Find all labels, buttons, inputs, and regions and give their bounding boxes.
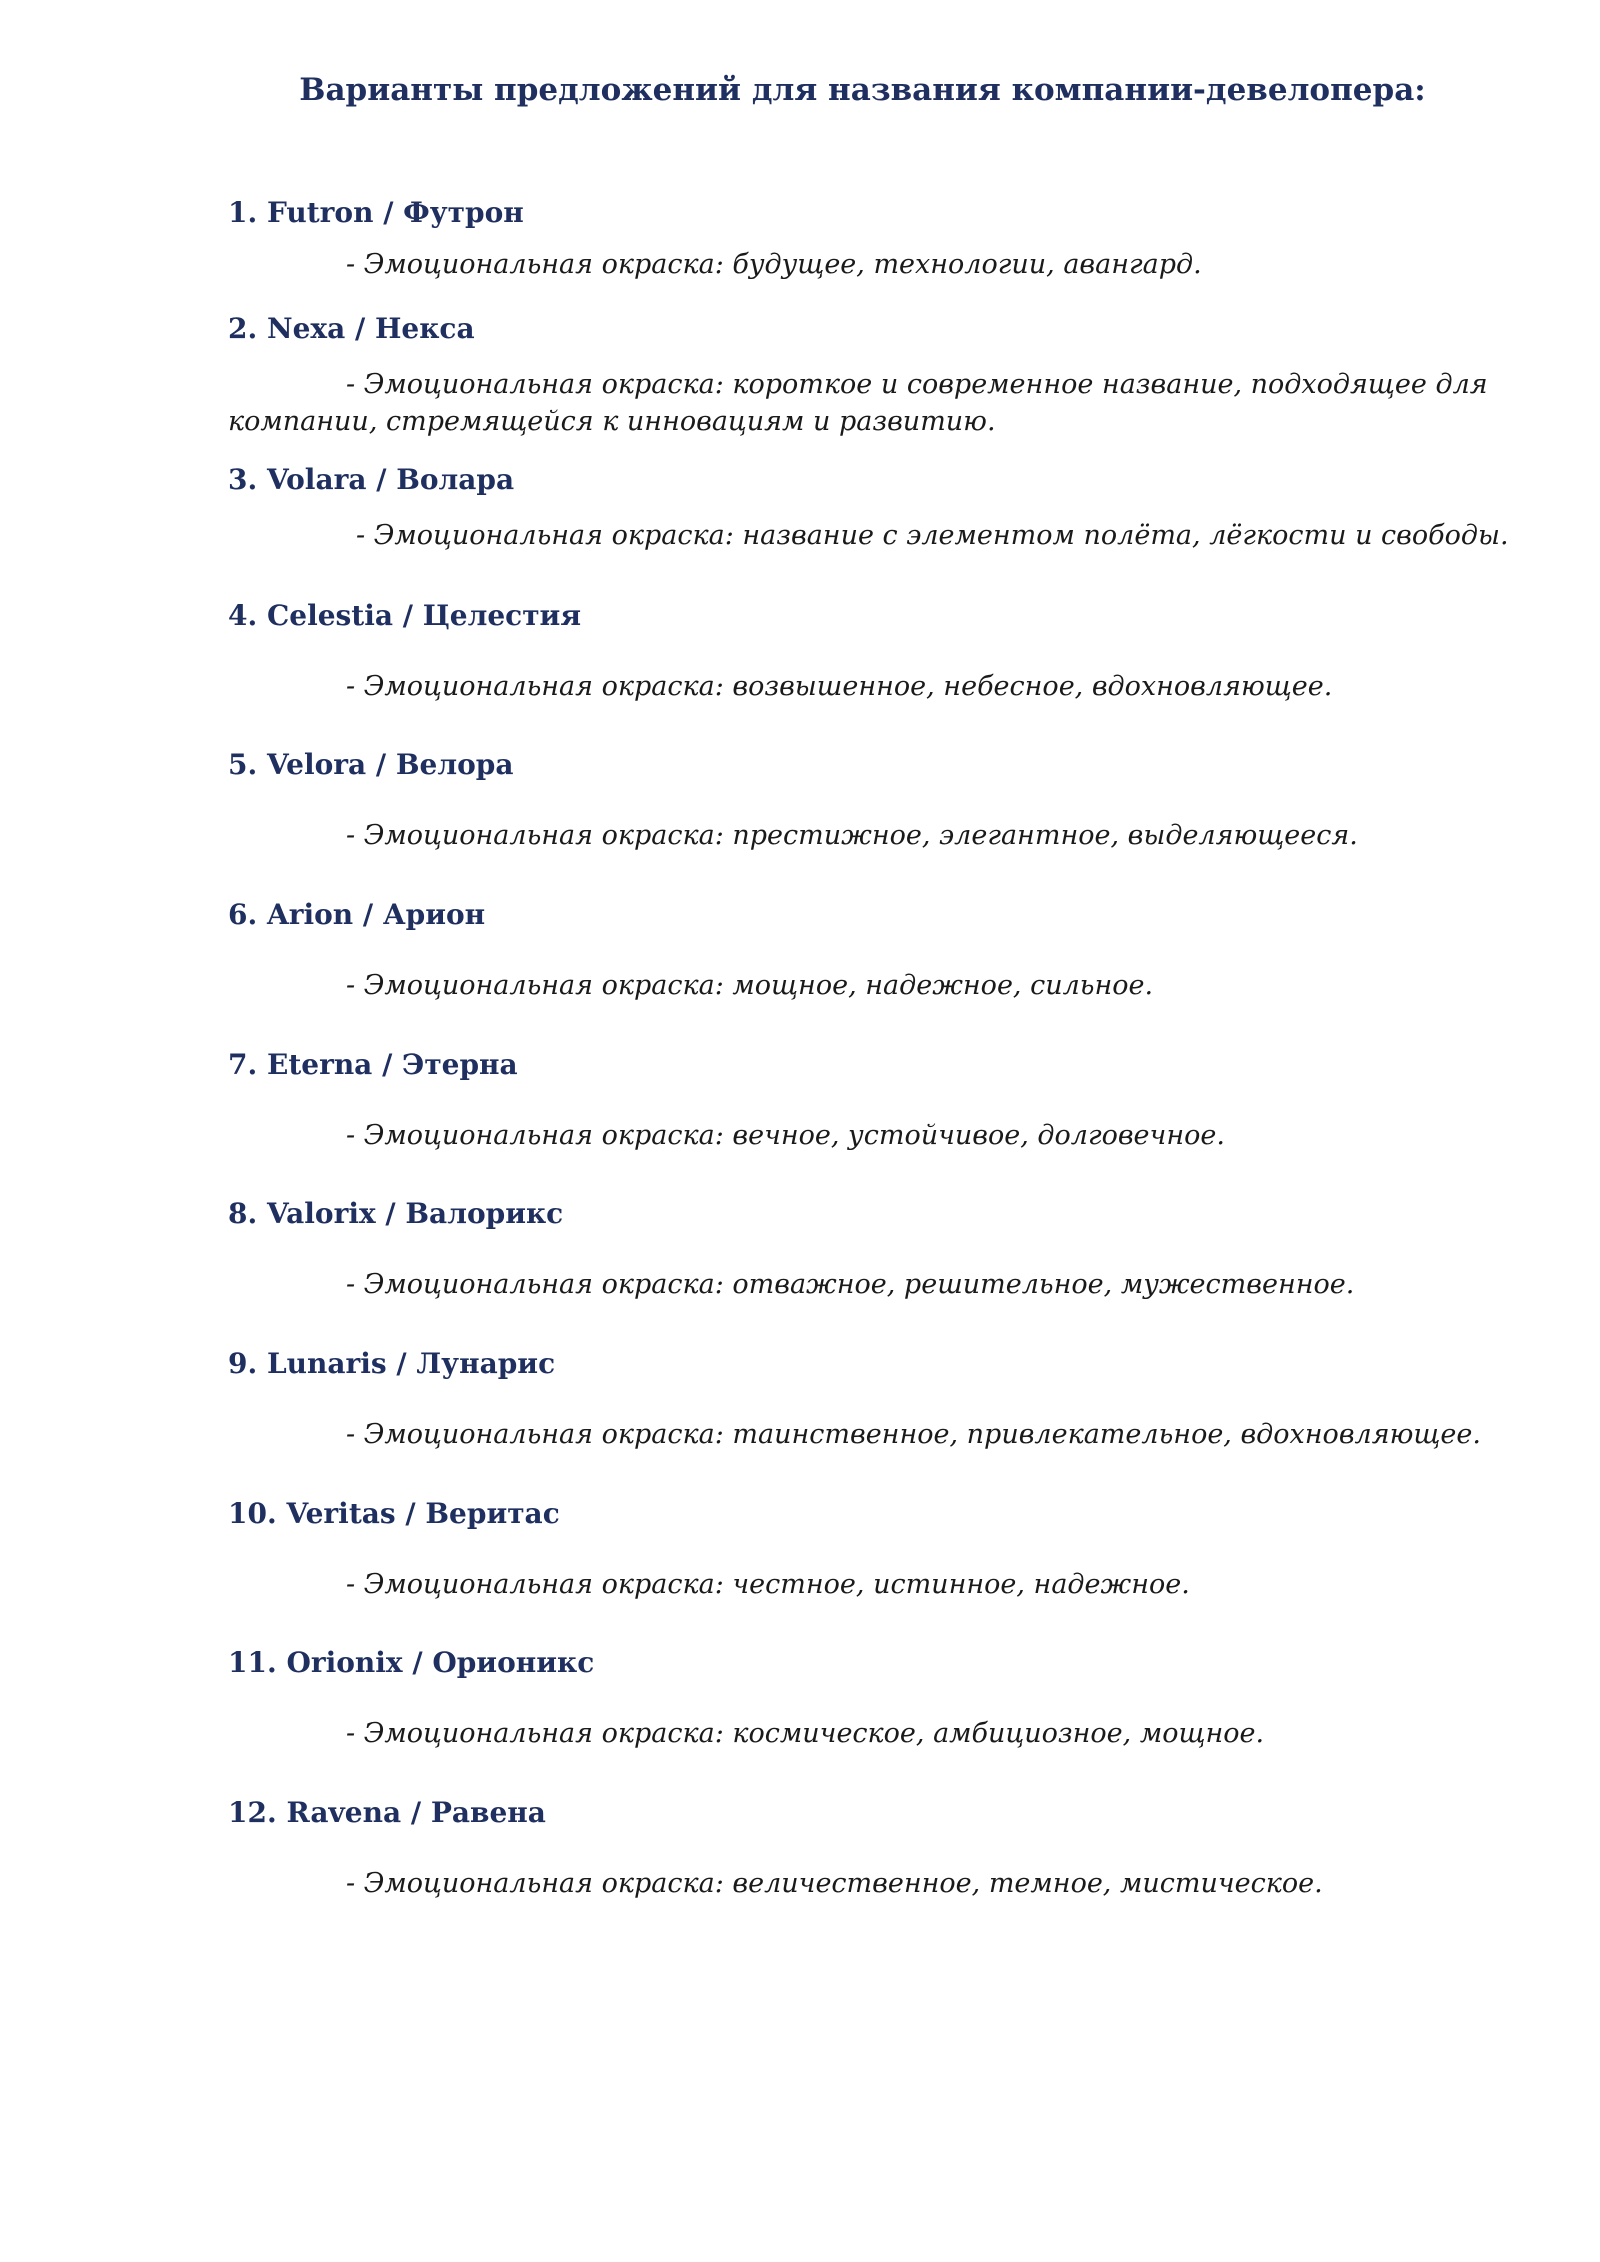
item-description: - Эмоциональная окраска: название с элементом полёта, лёгкости и свободы. [356, 520, 1509, 551]
list-item-12 [228, 1796, 1488, 1902]
item-description: - Эмоциональная окраска: вечное, устойчивое, долговечное. [346, 1120, 1225, 1151]
item-description: - Эмоциональная окраска: величественное, темное, мистическое. [346, 1868, 1323, 1899]
item-name: 4. Celestia / Целестия [228, 599, 582, 632]
list-item-7 [228, 1048, 1488, 1154]
list-item-4 [228, 599, 1488, 705]
list-item-10 [228, 1497, 1488, 1603]
item-name: 6. Arion / Арион [228, 898, 486, 931]
item-name: 12. Ravena / Равена [228, 1796, 546, 1829]
item-name: 5. Velora / Велора [228, 748, 514, 781]
item-description: - Эмоциональная окраска: честное, истинное, надежное. [346, 1569, 1190, 1600]
list-item-3 [228, 463, 1509, 554]
list-item-6 [228, 898, 1488, 1004]
item-name: 1. Futron / Футрон [228, 196, 524, 229]
item-description: - Эмоциональная окраска: космическое, амбициозное, мощное. [346, 1718, 1265, 1749]
item-description: - Эмоциональная окраска: будущее, технологии, авангард. [346, 249, 1202, 280]
document-title: Варианты предложений для названия компании-девелопера: [299, 72, 1426, 108]
list-item-5 [228, 748, 1488, 854]
list-item-8 [228, 1197, 1488, 1303]
item-name: 2. Nexa / Некса [228, 312, 475, 345]
list-item-1 [228, 196, 1488, 283]
item-description: - Эмоциональная окраска: мощное, надежное, сильное. [346, 970, 1154, 1001]
list-item-11 [228, 1646, 1488, 1752]
item-name: 7. Eterna / Этерна [228, 1048, 518, 1081]
item-name: 10. Veritas / Веритас [228, 1497, 560, 1530]
item-description: - Эмоциональная окраска: отважное, решительное, мужественное. [346, 1269, 1355, 1300]
item-name: 9. Lunaris / Лунарис [228, 1347, 556, 1380]
item-description: - Эмоциональная окраска: короткое и современное название, подходящее для компании, стремящейся к инновациям и развитию. [228, 369, 1488, 437]
item-name: 11. Orionix / Орионикс [228, 1646, 595, 1679]
item-description: - Эмоциональная окраска: таинственное, привлекательное, вдохновляющее. [346, 1419, 1481, 1450]
item-description: - Эмоциональная окраска: возвышенное, небесное, вдохновляющее. [346, 671, 1333, 702]
item-name: 8. Valorix / Валорикс [228, 1197, 564, 1230]
item-description: - Эмоциональная окраска: престижное, элегантное, выделяющееся. [346, 820, 1358, 851]
list-item-2 [228, 312, 1488, 440]
item-name: 3. Volara / Волара [228, 463, 515, 496]
list-item-9 [228, 1347, 1488, 1453]
